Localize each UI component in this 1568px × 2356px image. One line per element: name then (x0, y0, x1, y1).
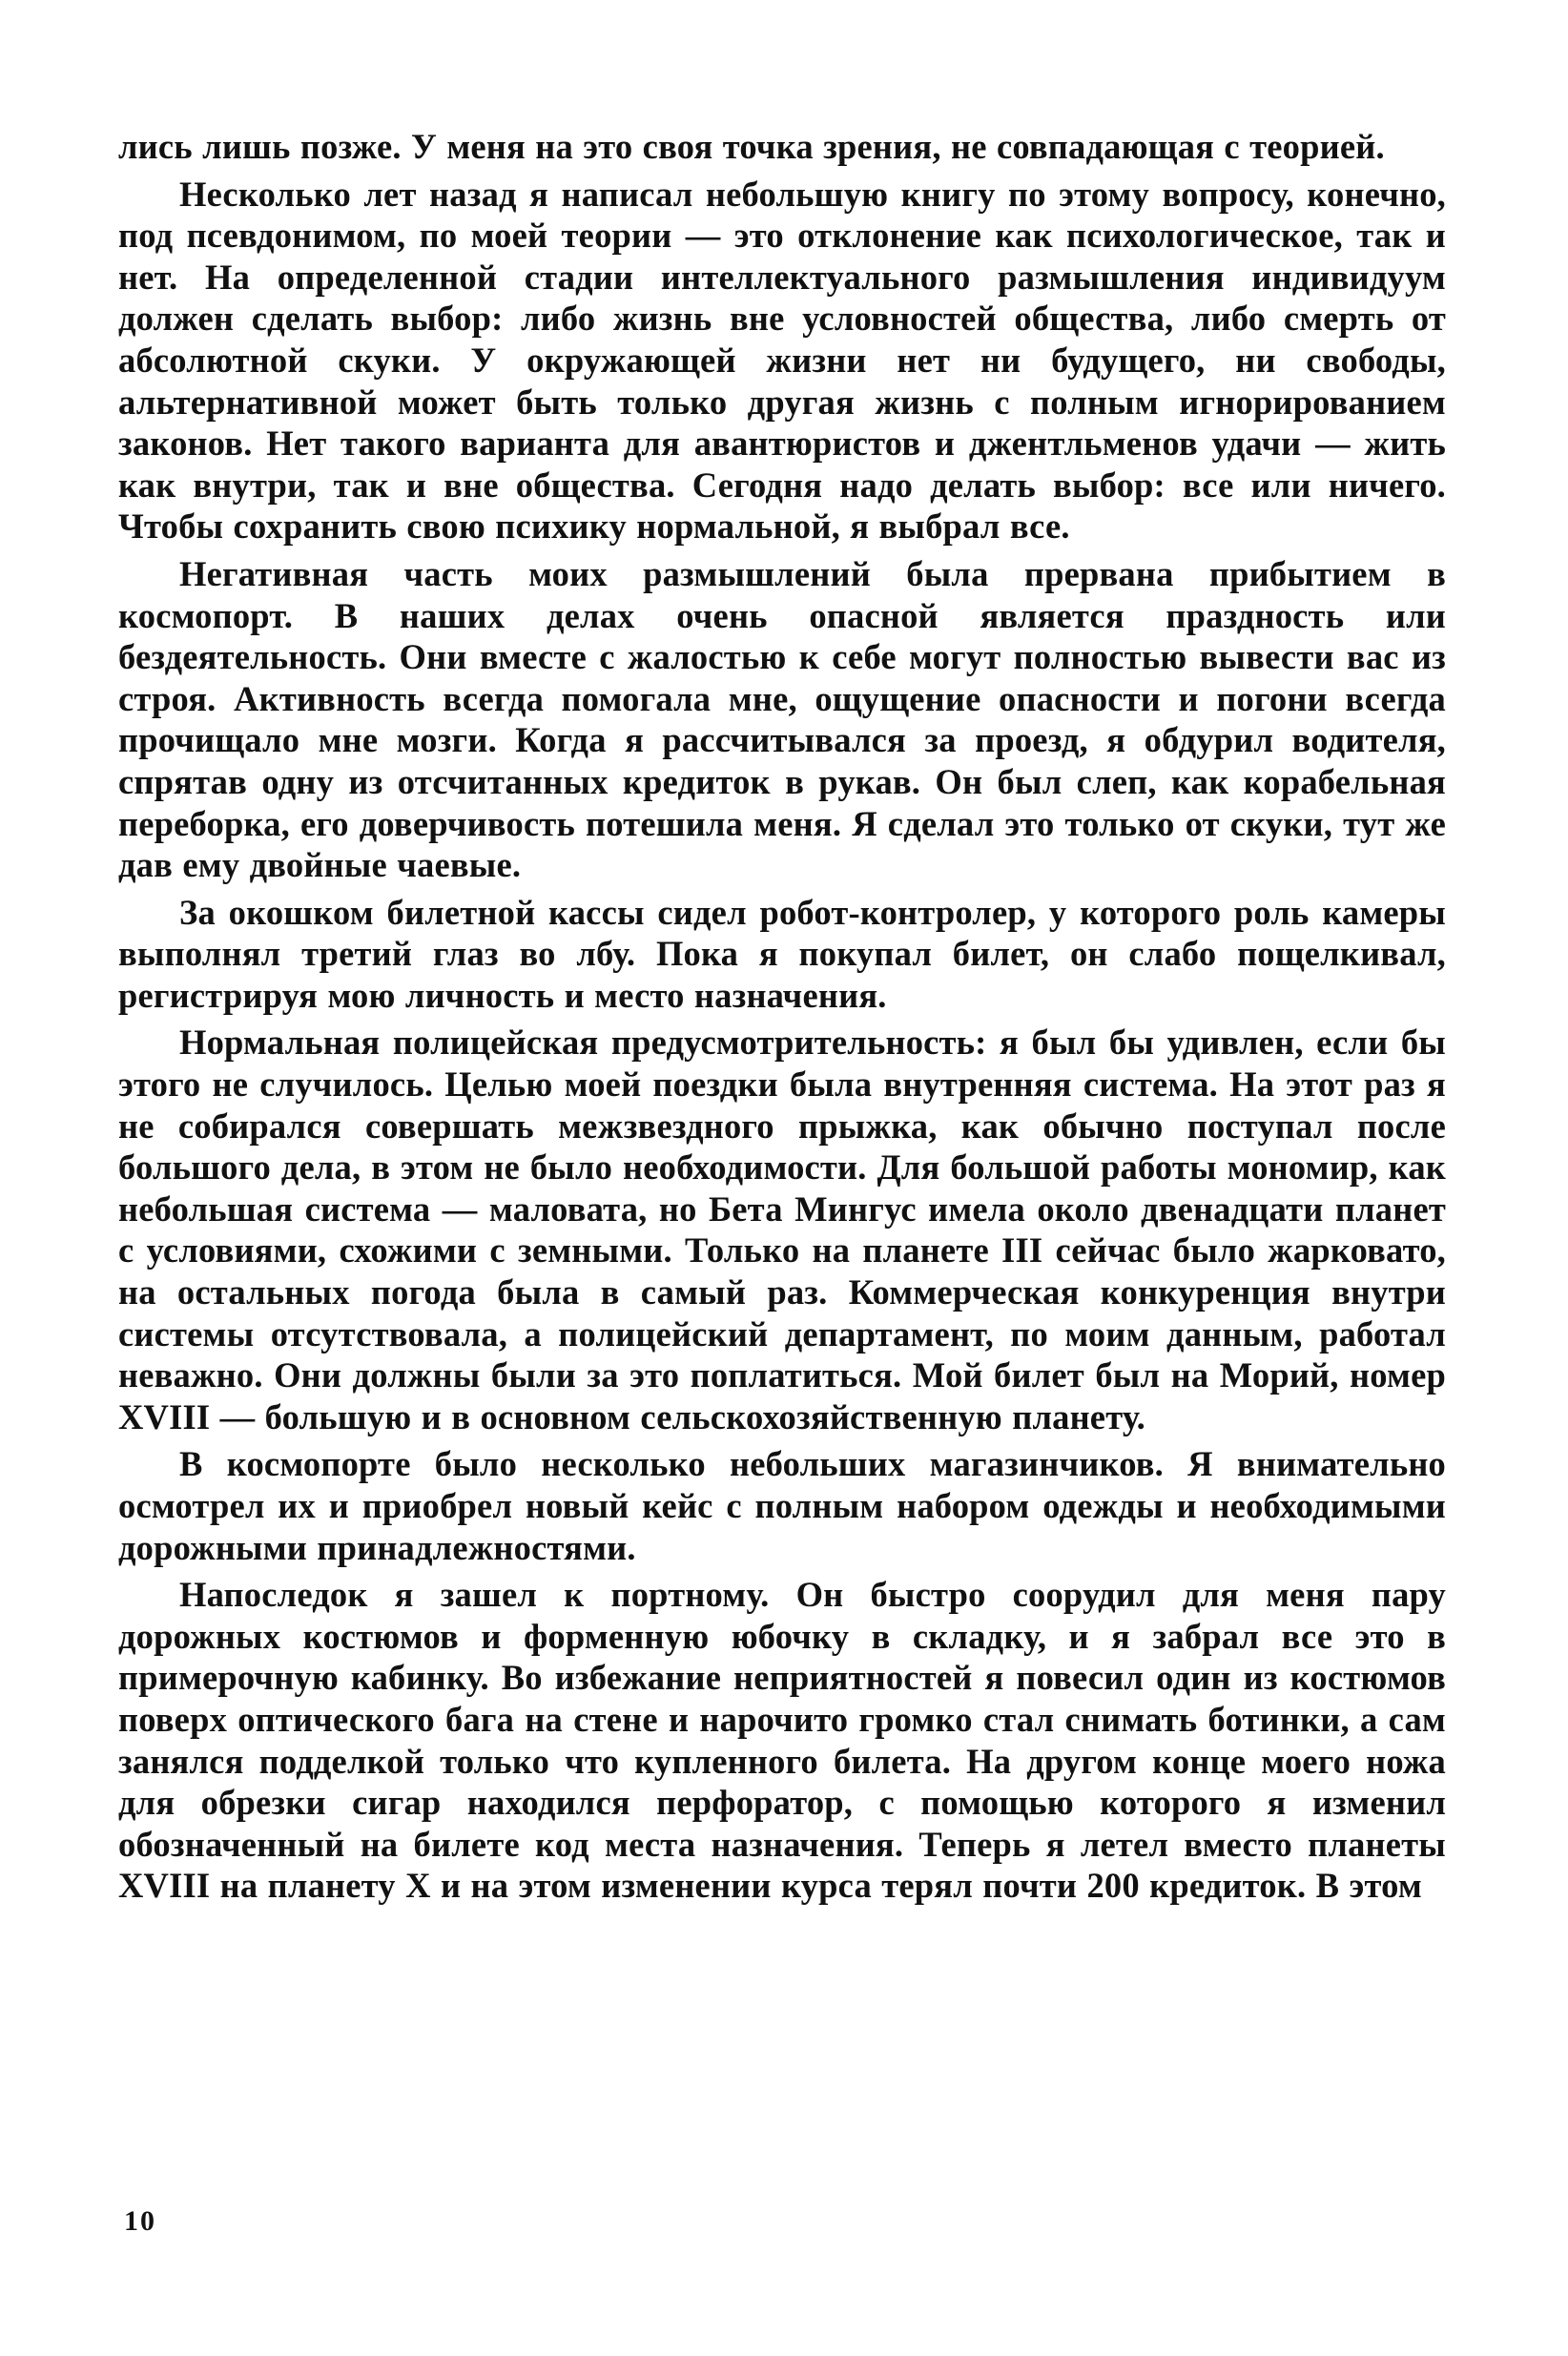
paragraph-3: Негативная часть моих размышлений была прервана прибытием в космопорт. В наших делах очень опасной является праздность или бездеятельность. Они вместе с жалостью к себе могут полностью вывести вас из строя. Активность всегда помогала мне, ощущение опасности и погони всегда прочищало мне мозги. Когда я рассчитывался за проезд, я обдурил водителя, спрятав одну из отсчитанных кредиток в рукав. Он был слеп, как корабельная переборка, его доверчивость потешила меня. Я сделал это только от скуки, тут же дав ему двойные чаевые. (118, 553, 1446, 885)
paragraph-1: лись лишь позже. У меня на это своя точка зрения, не совпадающая с теорией. (118, 127, 1385, 166)
paragraph-7: Напоследок я зашел к портному. Он быстро соорудил для меня пару дорожных костюмов и форменную юбочку в складку, и я забрал все это в примерочную кабинку. Во избежание неприятностей я повесил один из костюмов поверх оптического бага на стене и нарочито громко стал снимать ботинки, а сам занялся подделкой только что купленного билета. На другом конце моего ножа для обрезки сигар находился перфоратор, с помощью которого я изменил обозначенный на билете код места назначения. Теперь я летел вместо планеты XVIII на планету X и на этом изменении курса терял почти 200 кредиток. В этом (118, 1575, 1446, 1906)
paragraph-2: Несколько лет назад я написал небольшую книгу по этому вопросу, конечно, под псевдонимом, по моей теории — это отклонение как психологическое, так и нет. На определенной стадии интеллектуального размышления индивидуум должен сделать выбор: либо жизнь вне условностей общества, либо смерть от абсолютной скуки. У окружающей жизни нет ни будущего, ни свободы, альтернативной может быть только другая жизнь с полным игнорированием законов. Нет такого варианта для авантюристов и джентльменов удачи — жить как внутри, так и вне общества. Сегодня надо делать выбор: все или ничего. Чтобы сохранить свою психику нормальной, я выбрал все. (118, 174, 1446, 547)
paragraph-4: За окошком билетной кассы сидел робот-контролер, у которого роль камеры выполнял третий глаз во лбу. Пока я покупал билет, он слабо пощелкивал, регистрируя мою личность и место назначения. (118, 892, 1446, 1015)
paragraph-5: Нормальная полицейская предусмотрительность: я был бы удивлен, если бы этого не случилось. Целью моей поездки была внутренняя система. На этот раз я не собирался совершать межзвездного прыжка, как обычно поступал после большого дела, в этом не было необходимости. Для большой работы мономир, как небольшая система — маловата, но Бета Мингус имела около двенадцати планет с условиями, схожими с земными. Только на планете III сейчас было жарковато, на остальных погода была в самый раз. Коммерческая конкуренция внутри системы отсутствовала, а полицейский департамент, по моим данным, работал неважно. Они должны были за это поплатиться. Мой билет был на Морий, номер XVIII — большую и в основном сельскохозяйственную планету. (118, 1023, 1446, 1436)
paragraph-6: В космопорте было несколько небольших магазинчиков. Я внимательно осмотрел их и приобрел новый кейс с полным набором одежды и необходимыми дорожными принадлежностями. (118, 1444, 1446, 1567)
page-number: 10 (124, 2205, 156, 2237)
text-block (118, 126, 1446, 1907)
